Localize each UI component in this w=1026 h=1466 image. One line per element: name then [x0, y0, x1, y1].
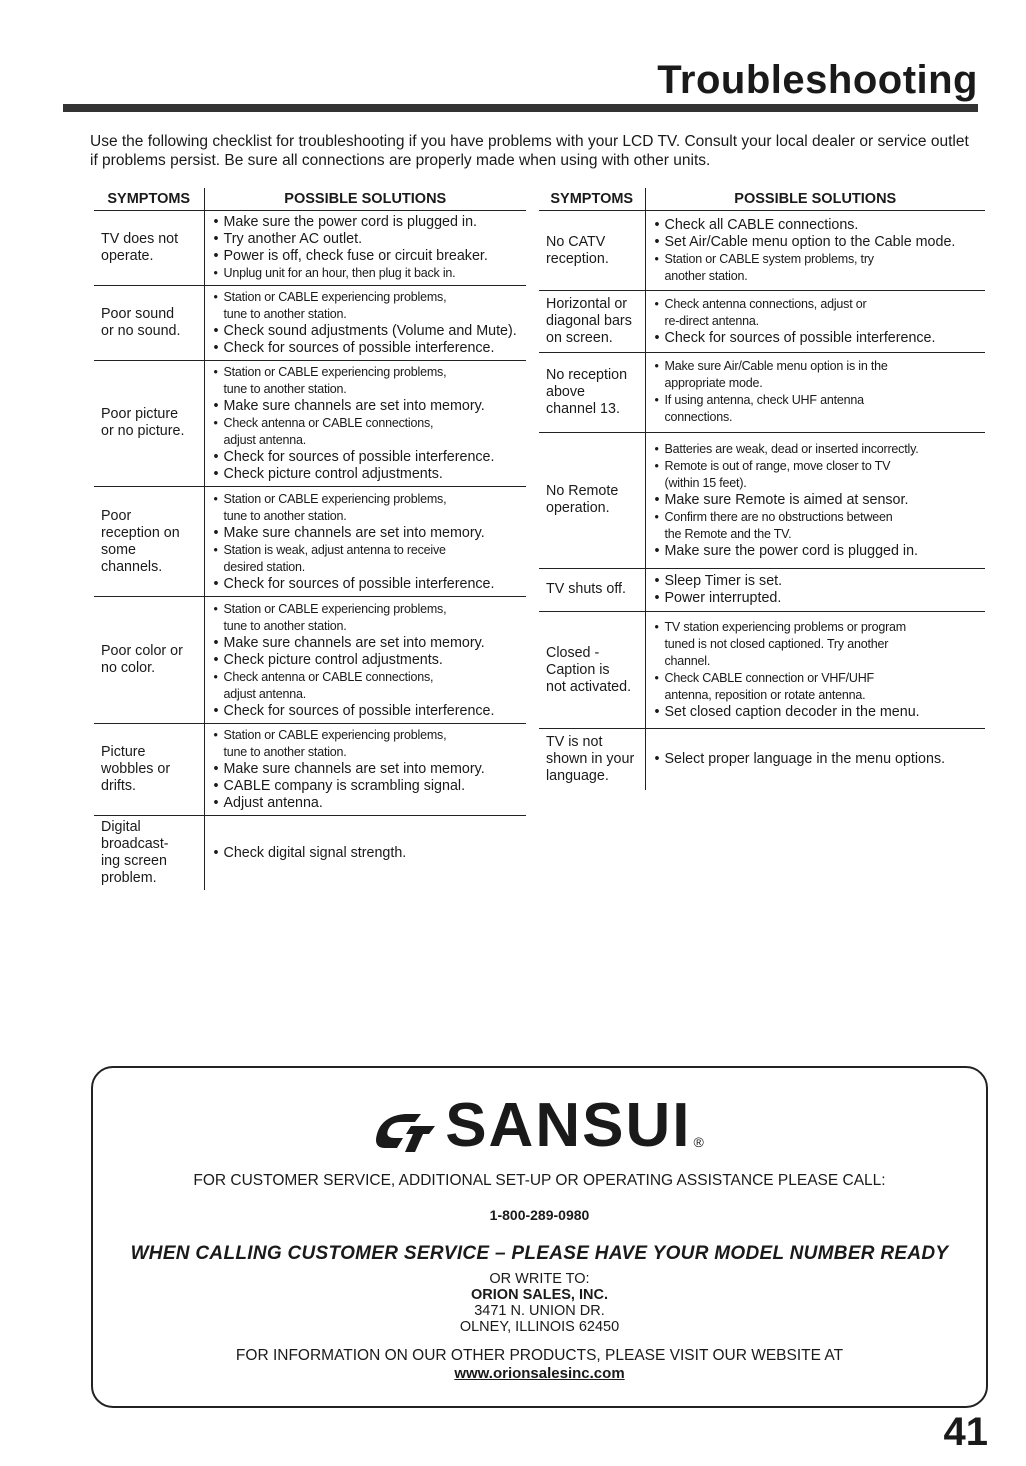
table-row [538, 611, 986, 729]
solutions-cell [645, 211, 986, 291]
solutions-list [653, 296, 982, 347]
mailing-address [93, 1271, 986, 1335]
solution-item: • Check picture control adjustments. [212, 652, 523, 669]
table-row [538, 291, 986, 353]
symptom-cell: Digital broadcast- ing screen problem. [93, 816, 204, 891]
solutions-cell [645, 352, 986, 432]
solution-item: • Station or CABLE experiencing problems, tune to another station. [212, 601, 523, 635]
symptom-cell: Horizontal or diagonal bars on screen. [538, 291, 645, 353]
solutions-list [653, 751, 982, 768]
symptom-cell: TV shuts off. [538, 569, 645, 612]
symptom-cell: No reception above channel 13. [538, 352, 645, 432]
solution-item: • Station or CABLE system problems, try another station. [653, 251, 982, 285]
solution-item: • Power is off, check fuse or circuit breaker. [212, 248, 523, 265]
solutions-list [653, 441, 982, 560]
solutions-list [653, 358, 982, 426]
table-row [538, 729, 986, 791]
solution-item: • Check for sources of possible interference. [212, 340, 523, 357]
solution-item: • Make sure channels are set into memory. [212, 635, 523, 652]
solution-item: • Check CABLE connection or VHF/UHF antenna, reposition or rotate antenna. [653, 670, 982, 704]
solutions-cell [645, 611, 986, 729]
page-title: Troubleshooting [657, 58, 978, 102]
solution-item: • Select proper language in the menu options. [653, 751, 982, 768]
symptom-cell: Poor reception on some channels. [93, 487, 204, 597]
company-name: ORION SALES, INC. [471, 1287, 608, 1303]
customer-service-box [91, 1066, 988, 1408]
solutions-cell [204, 597, 527, 724]
service-line: FOR CUSTOMER SERVICE, ADDITIONAL SET-UP OR OPERATING ASSISTANCE PLEASE CALL: [193, 1172, 886, 1189]
solutions-cell [204, 487, 527, 597]
solution-item: • Power interrupted. [653, 590, 982, 607]
solution-item: • Check for sources of possible interference. [212, 703, 523, 720]
solution-item: • Station is weak, adjust antenna to receive desired station. [212, 542, 523, 576]
intro-paragraph: Use the following checklist for troubleshooting if you have problems with your LCD TV. Consult your local dealer or service outlet if problems persist. Be sure all connections are properly made when using with other units. [90, 133, 969, 169]
solutions-list [212, 289, 523, 357]
solutions-list [212, 727, 523, 812]
table-row [93, 487, 527, 597]
solutions-list [653, 619, 982, 721]
solutions-cell [204, 211, 527, 286]
symptom-cell: No Remote operation. [538, 432, 645, 568]
solutions-list [653, 217, 982, 285]
solutions-list [212, 601, 523, 720]
table-row [93, 597, 527, 724]
table-row [538, 211, 986, 291]
brand-logo [93, 1091, 986, 1160]
solution-item: • Set Air/Cable menu option to the Cable mode. [653, 234, 982, 251]
table-row [538, 432, 986, 568]
solution-item: • TV station experiencing problems or program tuned is not closed captioned. Try another channel. [653, 619, 982, 670]
write-to-label: OR WRITE TO: [489, 1271, 590, 1287]
brand-name: SANSUI [445, 1091, 692, 1160]
table-row [93, 360, 527, 487]
solution-item: • Make sure channels are set into memory. [212, 525, 523, 542]
solution-item: • Make sure the power cord is plugged in. [653, 543, 982, 560]
symptom-cell: Picture wobbles or drifts. [93, 724, 204, 816]
website-label: FOR INFORMATION ON OUR OTHER PRODUCTS, PLEASE VISIT OUR WEBSITE AT [235, 1347, 844, 1364]
solution-item: • If using antenna, check UHF antenna connections. [653, 392, 982, 426]
symptoms-header: SYMPTOMS [93, 187, 204, 211]
solution-item: • Make sure channels are set into memory. [212, 761, 523, 778]
solution-item: • Remote is out of range, move closer to TV (within 15 feet). [653, 458, 982, 492]
solution-item: • Check antenna or CABLE connections, adjust antenna. [212, 669, 523, 703]
solutions-list [653, 573, 982, 607]
sansui-logo-icon [375, 1108, 437, 1154]
table-row [93, 211, 527, 286]
symptoms-header: SYMPTOMS [538, 187, 645, 211]
solution-item: • Make sure the power cord is plugged in. [212, 214, 523, 231]
symptom-cell: TV is not shown in your language. [538, 729, 645, 791]
solutions-list [212, 364, 523, 483]
solution-item: • Set closed caption decoder in the menu. [653, 704, 982, 721]
solution-item: • Station or CABLE experiencing problems, tune to another station. [212, 727, 523, 761]
table-row [538, 352, 986, 432]
solution-item: • Station or CABLE experiencing problems, tune to another station. [212, 289, 523, 323]
solution-item: • Check all CABLE connections. [653, 217, 982, 234]
city-address: OLNEY, ILLINOIS 62450 [459, 1319, 620, 1335]
solution-item: • Station or CABLE experiencing problems, tune to another station. [212, 364, 523, 398]
solution-item: • Make sure Remote is aimed at sensor. [653, 492, 982, 509]
solution-item: • Check for sources of possible interference. [212, 576, 523, 593]
solutions-cell [204, 285, 527, 360]
model-number-warning: WHEN CALLING CUSTOMER SERVICE – PLEASE HAVE YOUR MODEL NUMBER READY [130, 1243, 949, 1264]
solution-item: • Try another AC outlet. [212, 231, 523, 248]
street-address: 3471 N. UNION DR. [474, 1303, 605, 1319]
solution-item: • CABLE company is scrambling signal. [212, 778, 523, 795]
solution-item: • Check for sources of possible interference. [212, 449, 523, 466]
symptom-cell: Closed - Caption is not activated. [538, 611, 645, 729]
page-number: 41 [943, 1410, 988, 1454]
symptom-cell: Poor sound or no sound. [93, 285, 204, 360]
table-row [538, 569, 986, 612]
solutions-cell [204, 724, 527, 816]
solution-item: • Sleep Timer is set. [653, 573, 982, 590]
solution-item: • Make sure Air/Cable menu option is in the appropriate mode. [653, 358, 982, 392]
solutions-list [212, 845, 523, 862]
title-rule [63, 104, 978, 112]
troubleshooting-table-right [537, 186, 987, 792]
table-row [93, 724, 527, 816]
symptom-cell: Poor picture or no picture. [93, 360, 204, 487]
phone-number: 1-800-289-0980 [489, 1207, 590, 1223]
solutions-cell [645, 432, 986, 568]
solution-item: • Confirm there are no obstructions between the Remote and the TV. [653, 509, 982, 543]
solutions-cell [204, 816, 527, 891]
solutions-list [212, 214, 523, 282]
table-row [93, 285, 527, 360]
solutions-header: POSSIBLE SOLUTIONS [204, 187, 527, 211]
troubleshooting-table-left [92, 186, 528, 892]
solution-item: • Station or CABLE experiencing problems, tune to another station. [212, 491, 523, 525]
solution-item: • Batteries are weak, dead or inserted incorrectly. [653, 441, 982, 458]
solution-item: • Check sound adjustments (Volume and Mute). [212, 323, 523, 340]
solution-item: • Unplug unit for an hour, then plug it back in. [212, 265, 523, 282]
solution-item: • Make sure channels are set into memory. [212, 398, 523, 415]
table-row [93, 816, 527, 891]
solutions-cell [204, 360, 527, 487]
symptom-cell: Poor color or no color. [93, 597, 204, 724]
symptom-cell: TV does not operate. [93, 211, 204, 286]
solution-item: • Check antenna connections, adjust or re-direct antenna. [653, 296, 982, 330]
symptom-cell: No CATV reception. [538, 211, 645, 291]
solutions-cell [645, 729, 986, 791]
solution-item: • Check picture control adjustments. [212, 466, 523, 483]
registered-mark: ® [693, 1134, 704, 1150]
website-link[interactable]: www.orionsalesinc.com [454, 1365, 625, 1382]
solutions-list [212, 491, 523, 593]
solutions-cell [645, 569, 986, 612]
solution-item: • Adjust antenna. [212, 795, 523, 812]
solution-item: • Check for sources of possible interference. [653, 330, 982, 347]
solution-item: • Check digital signal strength. [212, 845, 523, 862]
solutions-header: POSSIBLE SOLUTIONS [645, 187, 986, 211]
solutions-cell [645, 291, 986, 353]
solution-item: • Check antenna or CABLE connections, adjust antenna. [212, 415, 523, 449]
